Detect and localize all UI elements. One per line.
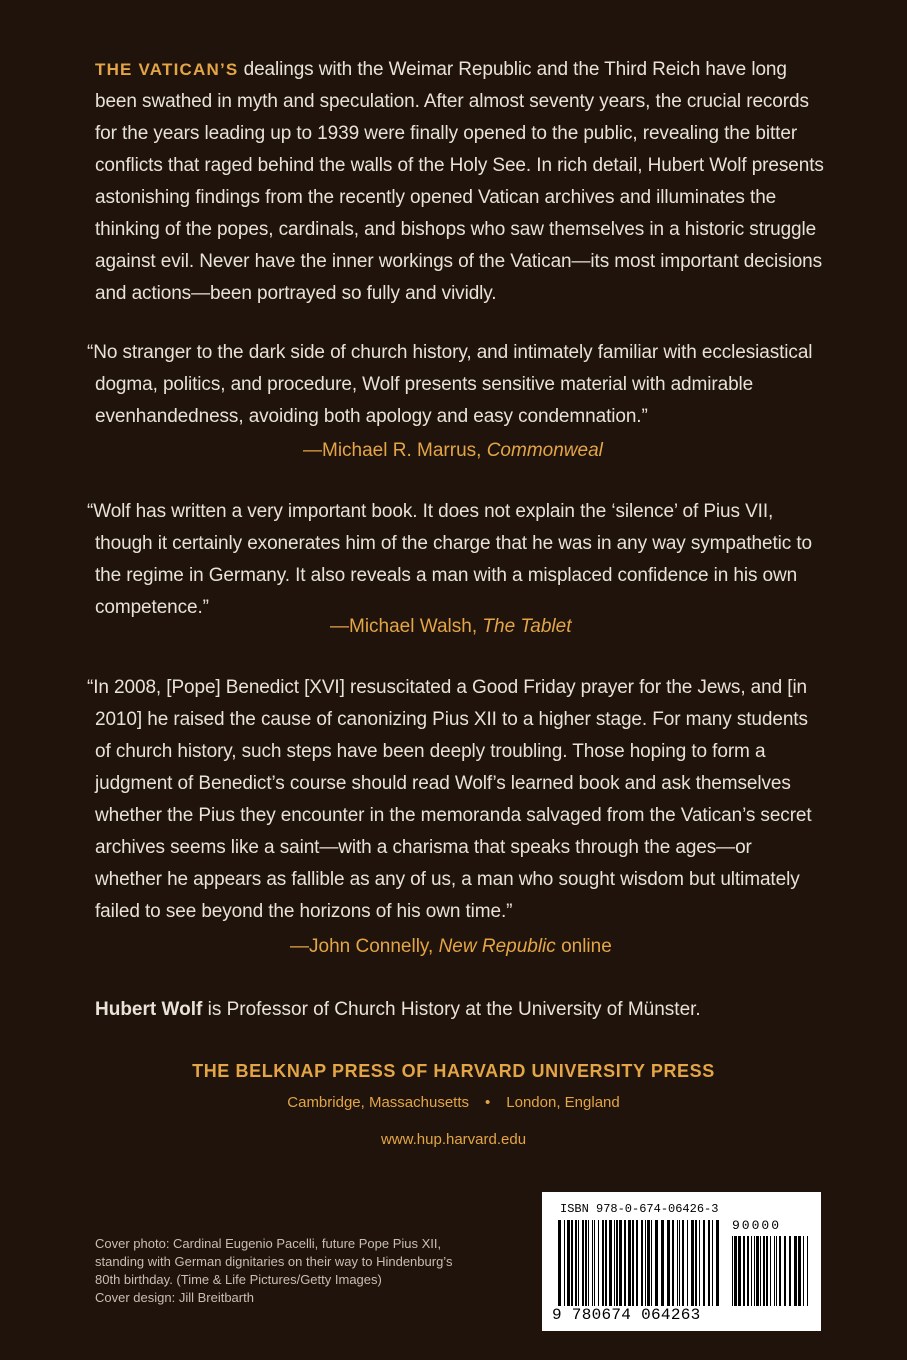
- barcode-bar: [784, 1236, 786, 1306]
- barcode-bar: [636, 1220, 638, 1306]
- barcode-bar: [708, 1220, 710, 1306]
- isbn-barcode: [542, 1192, 821, 1331]
- barcode-bar: [703, 1220, 705, 1306]
- barcode-bar: [661, 1220, 664, 1306]
- barcode-bar: [588, 1220, 589, 1306]
- barcode-bar: [585, 1220, 587, 1306]
- barcode-bar: [766, 1236, 768, 1306]
- barcode-bar: [695, 1220, 697, 1306]
- barcode-bar: [647, 1220, 650, 1306]
- barcode-bar: [798, 1236, 801, 1306]
- barcode-bar: [575, 1220, 577, 1306]
- publisher-city-2: London, England: [506, 1094, 620, 1111]
- barcode-bar: [619, 1220, 622, 1306]
- barcode-bar: [605, 1220, 607, 1306]
- barcode-bar: [609, 1220, 612, 1306]
- barcode-bar: [774, 1236, 775, 1306]
- barcode-bar: [732, 1236, 733, 1306]
- barcode-bar: [571, 1220, 573, 1306]
- review-author-2: —Michael Walsh,: [330, 616, 483, 637]
- barcode-bar: [807, 1236, 808, 1306]
- publisher-city-1: Cambridge, Massachusetts: [287, 1094, 470, 1111]
- barcode-bar: [632, 1220, 634, 1306]
- barcode-bar: [651, 1220, 652, 1306]
- barcode-bar: [760, 1236, 761, 1306]
- price-code: 90000: [732, 1218, 782, 1233]
- barcode-bar: [776, 1236, 777, 1306]
- barcode-bar: [655, 1220, 658, 1306]
- barcode-bar: [578, 1220, 579, 1306]
- barcode-bar: [602, 1220, 604, 1306]
- barcode-bar: [712, 1220, 713, 1306]
- barcode-bar: [616, 1220, 618, 1306]
- barcode-bar: [567, 1220, 570, 1306]
- barcode-bar: [667, 1220, 670, 1306]
- barcode-bar: [734, 1236, 737, 1306]
- barcode-bar: [770, 1236, 771, 1306]
- blurb-text: dealings with the Weimar Republic and the Third Reich have long been swathed in myth and speculation. After almost seventy years, the crucial records for the years leading up to 1939 were finally opened to the public, revealing the bitter conflicts that raged behind the walls of the Holy See. In rich detail, Hubert Wolf presents astonishing findings from the recently opened Vatican archives and illuminates the thinking of the popes, cardinals, and bishops who saw themselves in a historic struggle against evil. Never have the inner workings of the Vatican—its most important decisions and actions—been portrayed so fully and vividly.: [95, 59, 824, 304]
- barcode-bar: [716, 1220, 719, 1306]
- publisher-name: THE BELKNAP PRESS OF HARVARD UNIVERSITY PRESS: [192, 1061, 715, 1081]
- credits-line-3: 80th birthday. (Time & Life Pictures/Getty Images): [95, 1272, 382, 1287]
- barcode-bar: [679, 1220, 680, 1306]
- barcode-bar: [754, 1236, 755, 1306]
- barcode-bar: [747, 1236, 749, 1306]
- barcode-bar: [794, 1236, 797, 1306]
- isbn-label: ISBN 978-0-674-06426-3: [560, 1202, 719, 1216]
- barcode-bar: [592, 1220, 593, 1306]
- barcode-bar: [743, 1236, 745, 1306]
- barcode-bar: [756, 1236, 759, 1306]
- author-bio: [95, 996, 701, 1024]
- barcode-bar: [677, 1220, 678, 1306]
- credits-line-1: Cover photo: Cardinal Eugenio Pacelli, future Pope Pius XII,: [95, 1236, 442, 1251]
- barcode-bar: [558, 1220, 561, 1306]
- barcode-bar: [687, 1220, 688, 1306]
- ean-digits: 9 780674 064263: [552, 1306, 701, 1324]
- cover-credits: [95, 1235, 495, 1307]
- author-name: Hubert Wolf: [95, 999, 203, 1020]
- barcode-bar: [789, 1236, 791, 1306]
- review-suffix-3: online: [555, 936, 612, 957]
- bullet-separator: •: [485, 1094, 491, 1111]
- review-attribution-1: [303, 437, 603, 465]
- barcode-bar: [594, 1220, 595, 1306]
- barcode-bar: [682, 1220, 684, 1306]
- barcode-bar: [641, 1220, 643, 1306]
- review-attribution-3: [290, 933, 612, 961]
- review-quote-3: “In 2008, [Pope] Benedict [XVI] resuscitated a Good Friday prayer for the Jews, and [in 2010] he raised the cause of canonizing Pius XII to a higher stage. For many students of church history, such steps have been deeply troubling. Those hoping to form a judgment of Benedict’s course should read Wolf’s learned book and ask themselves whether the Pius they encounter in the memoranda salvaged from the Vatican’s secret archives seems like a saint—with a charisma that speaks through the ages—or whether he appears as fallible as any of us, a man who sought wisdom but ultimately failed to see beyond the horizons of his own time.”: [87, 677, 812, 922]
- review-quote-2: “Wolf has written a very important book. It does not explain the ‘silence’ of Pius VII, though it certainly exonerates him of the charge that he was in any way sympathetic to the regime in Germany. It also reveals a man with a misplaced confidence in his own competence.”: [87, 501, 812, 618]
- credits-line-4: Cover design: Jill Breitbarth: [95, 1290, 254, 1305]
- credits-line-2: standing with German dignitaries on their way to Hindenburg’s: [95, 1254, 453, 1269]
- review-quote-1: “No stranger to the dark side of church history, and intimately familiar with ecclesiastical dogma, politics, and procedure, Wolf presents sensitive material with admirable evenhandedness, avoiding both apology and easy condemnation.”: [87, 342, 813, 427]
- review-author-3: —John Connelly,: [290, 936, 439, 957]
- review-source-3: New Republic: [438, 936, 556, 957]
- barcode-bar: [564, 1220, 565, 1306]
- publisher-locations: [0, 1094, 907, 1111]
- barcode-bar: [598, 1220, 599, 1306]
- blurb-lead: THE VATICAN’S: [95, 60, 239, 79]
- blurb-paragraph: [95, 54, 825, 310]
- barcode-bar: [751, 1236, 752, 1306]
- barcode-bar: [645, 1220, 646, 1306]
- publisher-url[interactable]: www.hup.harvard.edu: [380, 1131, 527, 1148]
- barcode-bar: [691, 1220, 694, 1306]
- barcode-bar: [582, 1220, 584, 1306]
- review-source-1: Commonweal: [486, 440, 603, 461]
- barcode-bar: [614, 1220, 615, 1306]
- review-attribution-2: [330, 613, 571, 641]
- barcode-bar: [779, 1236, 781, 1306]
- author-bio-text: is Professor of Church History at the University of Münster.: [202, 999, 701, 1020]
- review-author-1: —Michael R. Marrus,: [303, 440, 487, 461]
- barcode-bar: [803, 1236, 804, 1306]
- barcode-bar: [738, 1236, 741, 1306]
- barcode-bar: [624, 1220, 626, 1306]
- barcode-bar: [699, 1220, 700, 1306]
- barcode-bar: [763, 1236, 765, 1306]
- barcode-bar: [672, 1220, 674, 1306]
- barcode-bar: [628, 1220, 631, 1306]
- review-source-2: The Tablet: [482, 616, 572, 637]
